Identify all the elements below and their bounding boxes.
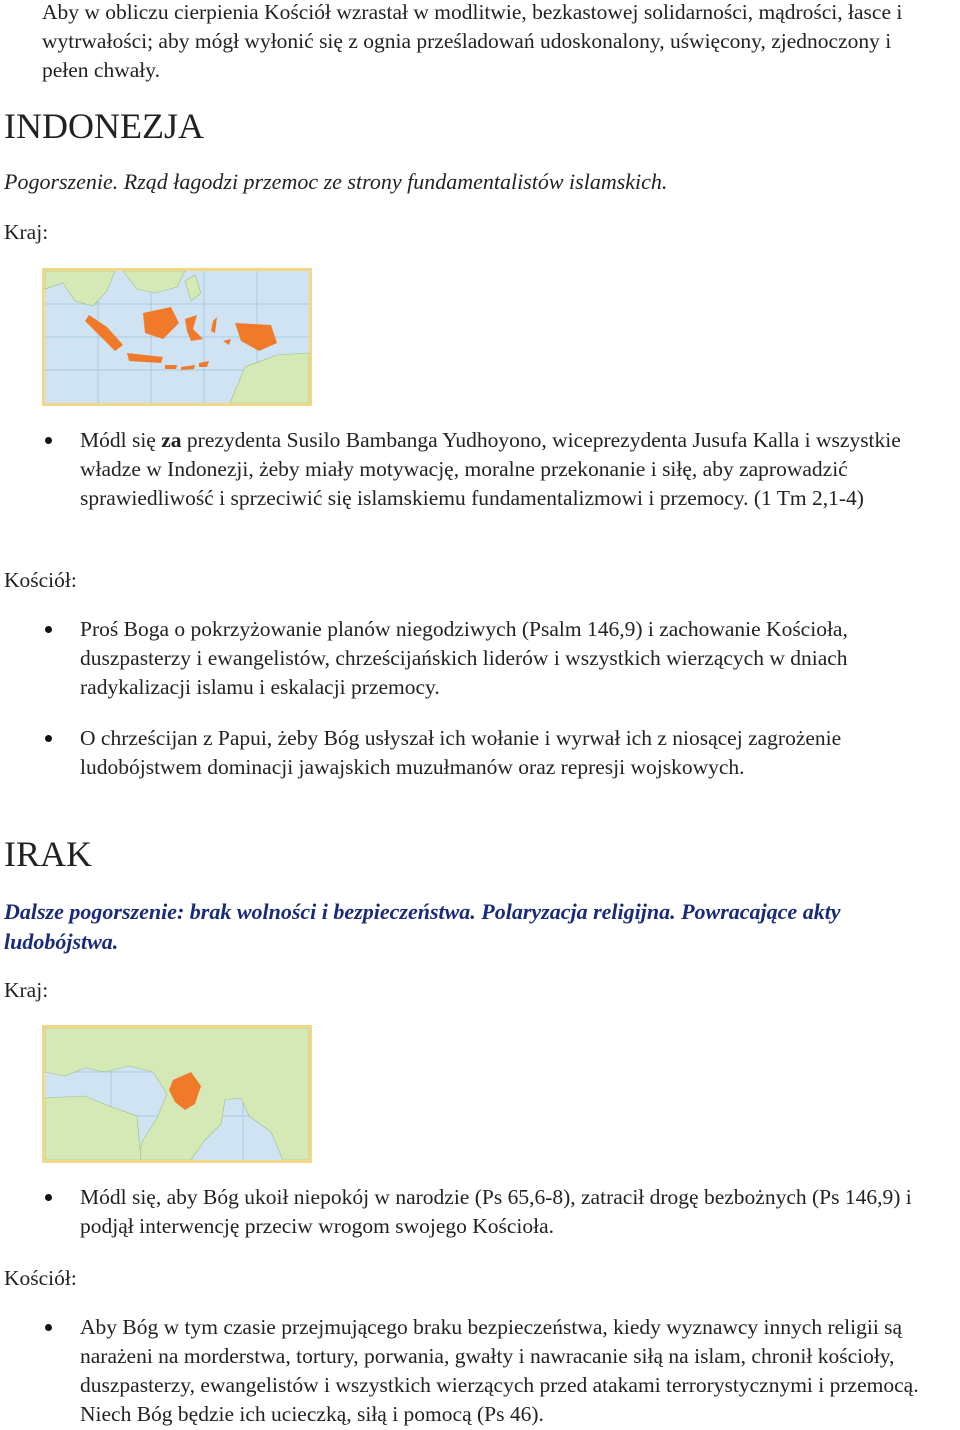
iraq-country-bullet: Módl się, aby Bóg ukoił niepokój w narodzie (Ps 65,6-8), zatracił drogę bezbożnych (Ps 146,9) i podjął interwencję przeciw wrogom swojego Kościoła. — [80, 1185, 912, 1238]
bullet-text-rest: prezydenta Susilo Bambanga Yudhoyono, wiceprezydenta Jusufa Kalla i wszystkie władze w Indonezji, żeby miały motywację, moralne przekonanie i siłę, aby zaprowadzić sprawiedliwość i sprzeciwić się islamskiemu fundamentalizmowi i przemocy. (1 Tm 2,1-4) — [80, 428, 901, 510]
indonesia-country-label: Kraj: — [4, 220, 49, 244]
bullet-text-start: Módl się — [80, 428, 162, 452]
bullet-text-bold: za — [161, 428, 182, 452]
indonesia-church-label: Kościół: — [4, 568, 77, 592]
bullet-dot — [45, 437, 52, 444]
iraq-country-label: Kraj: — [4, 978, 49, 1002]
bullet-dot — [45, 1194, 52, 1201]
bullet-dot — [45, 626, 52, 633]
indonesia-subtitle: Pogorszenie. Rząd łagodzi przemoc ze strony fundamentalistów islamskich. — [4, 169, 668, 194]
indonesia-map — [42, 268, 312, 406]
iraq-church-bullet: Aby Bóg w tym czasie przejmującego braku bezpieczeństwa, kiedy wyznawcy innych religii są narażeni na morderstwa, tortury, porwania, gwałty i nawracanie siłą na islam, chronił kościoły, duszpasterzy, ewangelistów i wszystkich wierzących przed atakami terrorystycznymi i przemocą. Niech Bóg będzie ich ucieczką, siłą i pomocą (Ps 46). — [80, 1315, 919, 1426]
indonesia-church-bullet-1: Proś Boga o pokrzyżowanie planów niegodziwych (Psalm 146,9) i zachowanie Kościoła, duszpasterzy i ewangelistów, chrześcijańskich liderów i wszystkich wierzących w dniach radykalizacji islamu i eskalacji przemocy. — [80, 617, 848, 699]
intro-paragraph: Aby w obliczu cierpienia Kościół wzrastał w modlitwie, bezkastowej solidarności, mądrości, łasce i wytrwałości; aby mógł wyłonić się z ognia prześladowań udoskonalony, uświęcony, zjednoczony i pełen chwały. — [42, 0, 903, 82]
iraq-church-label: Kościół: — [4, 1266, 77, 1290]
indonesia-country-bullet — [80, 426, 950, 513]
bullet-dot — [45, 735, 52, 742]
bullet-dot — [45, 1324, 52, 1331]
indonesia-church-bullet-2: O chrześcijan z Papui, żeby Bóg usłyszał ich wołanie i wyrwał ich z niosącej zagrożenie ludobójstwem dominacji jawajskich muzułmanów oraz represji wojskowych. — [80, 726, 842, 779]
indonesia-map-graphic — [45, 271, 309, 403]
section-heading-iraq: IRAK — [4, 834, 92, 874]
iraq-map-graphic — [45, 1028, 309, 1160]
section-heading-indonesia: INDONEZJA — [4, 106, 204, 146]
iraq-subtitle: Dalsze pogorszenie: brak wolności i bezpieczeństwa. Polaryzacja religijna. Powracające akty ludobójstwa. — [4, 899, 841, 954]
iraq-map — [42, 1025, 312, 1163]
